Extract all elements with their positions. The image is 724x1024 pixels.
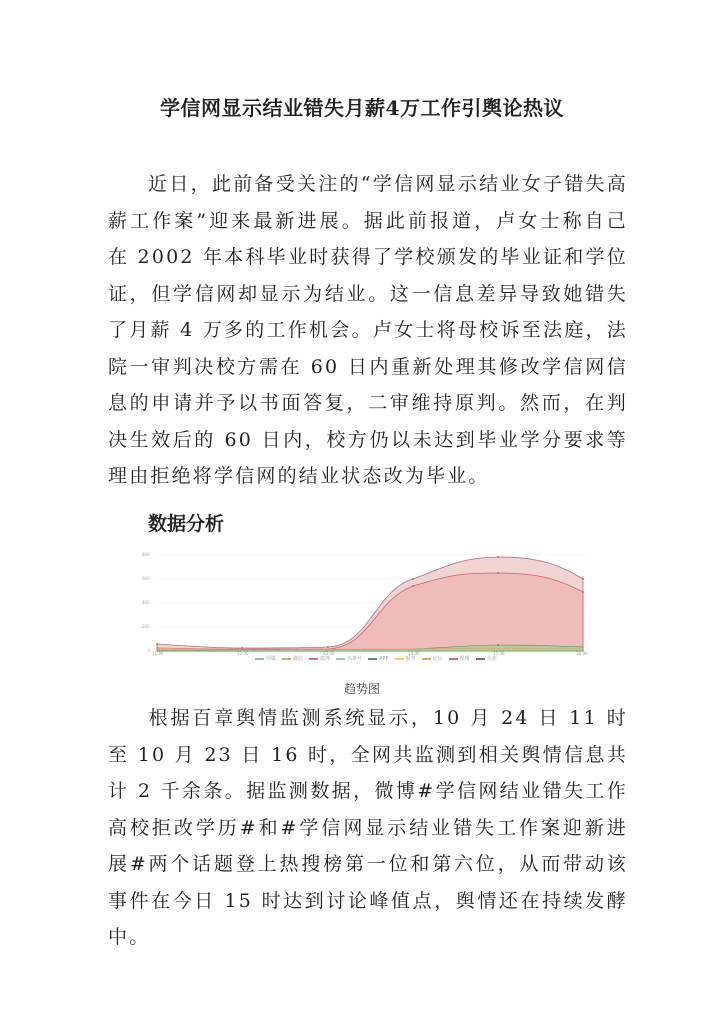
legend-item[interactable] xyxy=(395,655,416,662)
legend-marker-icon xyxy=(336,658,345,660)
legend-item[interactable] xyxy=(309,655,330,662)
legend-label: 全部 xyxy=(486,656,497,662)
legend-label: 头条号 xyxy=(347,656,363,662)
svg-text:11:00: 11:00 xyxy=(152,651,164,655)
trend-chart-svg xyxy=(140,545,592,655)
legend-item[interactable] xyxy=(476,655,497,662)
legend-label: 微信 xyxy=(293,656,304,662)
legend-marker-icon xyxy=(255,658,264,660)
legend-label: 报刊 xyxy=(405,656,416,662)
chart-legend xyxy=(255,655,515,662)
legend-item[interactable] xyxy=(255,655,276,662)
series-weibo-area xyxy=(157,573,583,651)
svg-text:600: 600 xyxy=(142,576,150,581)
svg-text:12:00: 12:00 xyxy=(237,651,249,655)
svg-text:200: 200 xyxy=(142,624,150,629)
svg-text:15:00: 15:00 xyxy=(493,651,505,655)
document-title: 学信网显示结业错失月薪4万工作引舆论热议 xyxy=(160,96,564,120)
legend-marker-icon xyxy=(449,658,458,660)
legend-marker-icon xyxy=(395,658,404,660)
legend-item[interactable] xyxy=(282,655,303,662)
legend-item[interactable] xyxy=(336,655,362,662)
legend-marker-icon xyxy=(282,658,291,660)
paragraph-analysis-text: 根据百章舆情监测系统显示，10 月 24 日 11 时至 10 月 23 日 16 时，全网共监测到相关舆情信息共计 2 千余条。据监测数据，微博#学信网结业错失工作高校拒改学历#和#学信网显示结业错失工作案迎新进展#两个话题登上热搜榜第一位和第六位，从而带动该事件在今日 15 时达到讨论峰值点，舆情还在持续发酵中。 xyxy=(108,707,628,948)
svg-text:800: 800 xyxy=(142,552,150,557)
svg-text:14:00: 14:00 xyxy=(408,651,420,655)
legend-marker-icon xyxy=(422,658,431,660)
svg-text:400: 400 xyxy=(142,600,150,605)
chart-caption: 趋势图 xyxy=(343,682,380,696)
svg-text:0: 0 xyxy=(148,648,151,653)
legend-label: 网媒 xyxy=(266,656,277,662)
legend-marker-icon xyxy=(368,658,377,660)
legend-label: 视频 xyxy=(459,656,470,662)
paragraph-analysis xyxy=(108,700,628,956)
legend-label: 论坛 xyxy=(432,656,443,662)
y-axis xyxy=(142,552,151,653)
paragraph-intro xyxy=(108,166,628,495)
section-heading: 数据分析 xyxy=(148,513,225,535)
legend-marker-icon xyxy=(476,658,485,660)
legend-item[interactable] xyxy=(422,655,443,662)
legend-label: 微博 xyxy=(320,656,331,662)
svg-text:13:00: 13:00 xyxy=(323,651,335,655)
legend-item[interactable] xyxy=(449,655,470,662)
svg-text:16:00: 16:00 xyxy=(576,651,588,655)
paragraph-intro-text: 近日，此前备受关注的“学信网显示结业女子错失高薪工作案”迎来最新进展。据此前报道，卢女士称自己在 2002 年本科毕业时获得了学校颁发的毕业证和学位证，但学信网却显示为结业。这一信息差异导致她错失了月薪 4 万多的工作机会。卢女士将母校诉至法庭，法院一审判决校方需在 60 日内重新处理其修改学信网信息的申请并予以书面答复，二审维持原判。然而，在判决生效后的 60 日内，校方仍以未达到毕业学分要求等理由拒绝将学信网的结业状态改为毕业。 xyxy=(108,173,628,487)
legend-label: APP xyxy=(379,655,389,662)
legend-marker-icon xyxy=(309,658,318,660)
legend-item[interactable] xyxy=(368,655,388,662)
